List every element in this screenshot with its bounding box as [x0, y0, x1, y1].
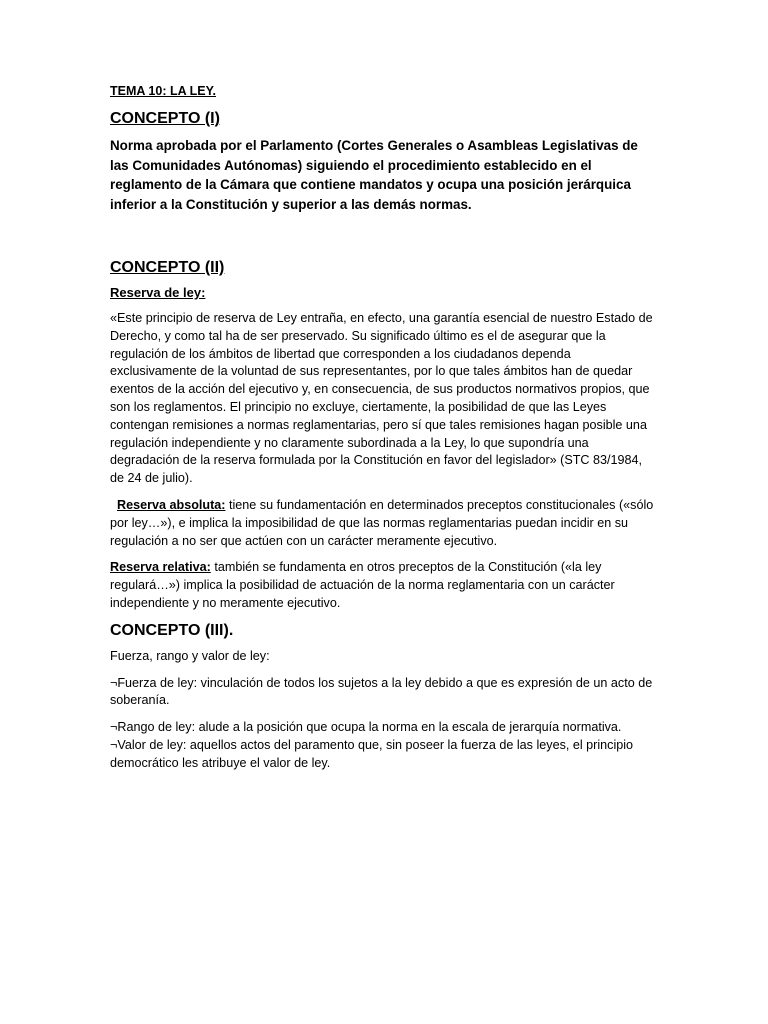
rango-de-ley-item: ¬Rango de ley: alude a la posición que ocupa la norma en la escala de jerarquía normativa. — [110, 720, 622, 735]
concepto-2-heading: CONCEPTO (II) — [110, 259, 225, 276]
reserva-relativa-paragraph — [110, 559, 658, 612]
reserva-relativa-label: Reserva relativa: — [110, 560, 211, 575]
concepto-1-heading: CONCEPTO (I) — [110, 110, 220, 127]
document-title: TEMA 10: LA LEY. — [110, 84, 217, 98]
valor-de-ley-item: ¬Valor de ley: aquellos actos del paramento que, sin poseer la fuerza de las leyes, el principio democrático les atribuye el valor de ley. — [110, 737, 634, 770]
reserva-absoluta-label: Reserva absoluta: — [117, 497, 226, 512]
concepto-3-intro: Fuerza, rango y valor de ley: — [110, 648, 270, 663]
reserva-de-ley-quote: «Este principio de reserva de Ley entraña, en efecto, una garantía esencial de nuestro Estado de Derecho, y como tal ha de ser preservado. Su significado último es el de asegurar que la regulación de los ámbitos de libertad que corresponden a los ciudadanos dependa exclusivamente de la voluntad de sus representantes, por lo que tales ámbitos han de quedar exentos de la acción del ejecutivo y, en consecuencia, de sus productos normativos propios, que son los reglamentos. El principio no excluye, ciertamente, la posibilidad de que las Leyes contengan remisiones a normas reglamentarias, pero sí que tales remisiones hagan posible una regulación independiente y no claramente subordinada a la Ley, lo que supondría una degradación de la reserva formulada por la Constitución en favor del legislador» (STC 83/1984, de 24 de julio). — [110, 311, 653, 486]
fuerza-de-ley-item: ¬Fuerza de ley: vinculación de todos los sujetos a la ley debido a que es expresión de un acto de soberanía. — [110, 675, 653, 708]
concepto-3-heading: CONCEPTO (III). — [110, 621, 234, 639]
reserva-relativa-text: también se fundamenta en otros preceptos de la Constitución («la ley regulará…») implica la posibilidad de actuación de la norma reglamentaria con un carácter independiente y no meramente ejecutivo. — [110, 560, 615, 610]
reserva-de-ley-subheading: Reserva de ley: — [110, 285, 206, 300]
reserva-absoluta-text: tiene su fundamentación en determinados preceptos constitucionales («sólo por ley…»), e implica la imposibilidad de que las normas reglamentarias puedan incidir en su regulación a no ser que actúen con un carácter meramente ejecutivo. — [110, 497, 654, 548]
reserva-absoluta-paragraph — [110, 497, 658, 550]
concepto-1-definition: Norma aprobada por el Parlamento (Cortes Generales o Asambleas Legislativas de las Comunidades Autónomas) siguiendo el procedimiento establecido en el reglamento de la Cámara que contiene mandatos y ocupa una posición jerárquica inferior a la Constitución y superior a las demás normas. — [110, 138, 638, 212]
